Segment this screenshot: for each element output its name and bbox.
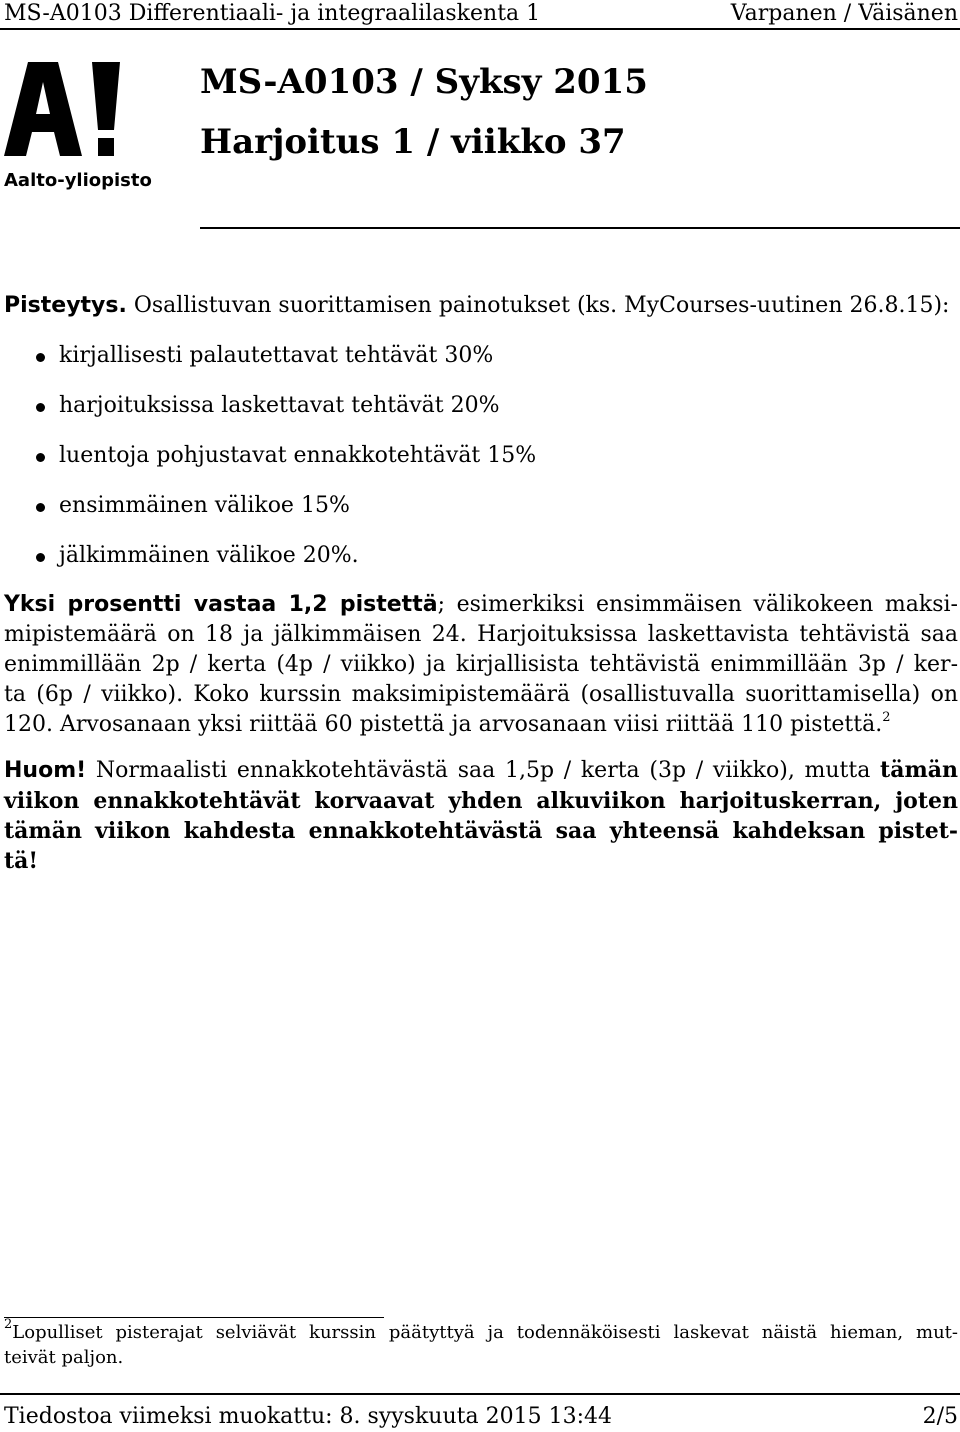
logo-text: Aalto-yliopisto [4,170,152,191]
points-bold-start: Yksi prosentti vastaa 1,2 pistettä [4,592,438,617]
points-paragraph: Yksi prosentti vastaa 1,2 pistettä; esimerkiksi ensimmäisen välikokeen maksi- mipistemäärä on 18 ja jälkimmäisen 24. Harjoituksissa laskettavista tehtävistä saa enimmillään 2p / kerta (4p / viikko) ja kirjallisista tehtävistä enimmillään 3p / ker- ta (6p / viikko). Koko kurssin maksimipistemäärä (osallistuvalla suorittamisella) on 120. Arvosanaan yksi riittää 60 pistettä ja arvosanaan viisi riittää 110 pistettä.$^2$ [4,592,958,737]
list-item: ensimmäinen välikoe 15% [36,490,536,540]
aalto-a-exclamation-logo [4,62,124,158]
page-footer [4,1402,958,1432]
running-header [4,0,958,28]
scoring-label: Pisteytys. [4,293,127,318]
header-rule [0,28,960,30]
bullet-icon [36,503,45,512]
list-item: jälkimmäinen välikoe 20%. [36,540,536,590]
page-number: 2/5 [922,1404,958,1429]
list-item: harjoituksissa laskettavat tehtävät 20% [36,390,536,440]
title-rule [200,227,960,229]
authors: Varpanen / Väisänen [730,1,958,26]
document-subtitle: Harjoitus 1 / viikko 37 [200,122,626,162]
footnote-mark: 2 [4,1317,13,1332]
bullet-icon [36,403,45,412]
note-label: Huom! [4,758,87,783]
footnote: $^2$Lopulliset pisterajat selviävät kurssin päätyttyä ja todennäköisesti laskevat näistä hieman, mut- teivät paljon. [4,1317,958,1368]
list-item: luentoja pohjustavat ennakkotehtävät 15% [36,440,536,490]
bullet-icon [36,553,45,562]
document-title: MS-A0103 / Syksy 2015 [200,62,648,102]
weighting-list [36,340,536,590]
scoring-intro [4,290,949,322]
bullet-icon [36,453,45,462]
footer-rule [0,1393,960,1395]
list-item: kirjallisesti palautettavat tehtävät 30% [36,340,536,390]
note-paragraph: Huom! Normaalisti ennakkotehtävästä saa 1,5p / kerta (3p / viikko), mutta tämän viikon ennakkotehtävät korvaavat yhden alkuviikon harjoituskerran, joten tämän viikon kahdesta ennakkotehtävästä saa yhteensä kahdeksan pistet- tä! [4,757,958,874]
bullet-icon [36,353,45,362]
course-line: MS-A0103 Differentiaali- ja integraalilaskenta 1 [4,1,541,26]
footnote-rule [4,1317,384,1318]
scoring-text: Osallistuvan suorittamisen painotukset (ks. MyCourses-uutinen 26.8.15): [126,293,950,318]
last-modified: Tiedostoa viimeksi muokattu: 8. syyskuuta 2015 13:44 [4,1404,612,1429]
footnote-reference[interactable]: 2 [882,710,891,725]
